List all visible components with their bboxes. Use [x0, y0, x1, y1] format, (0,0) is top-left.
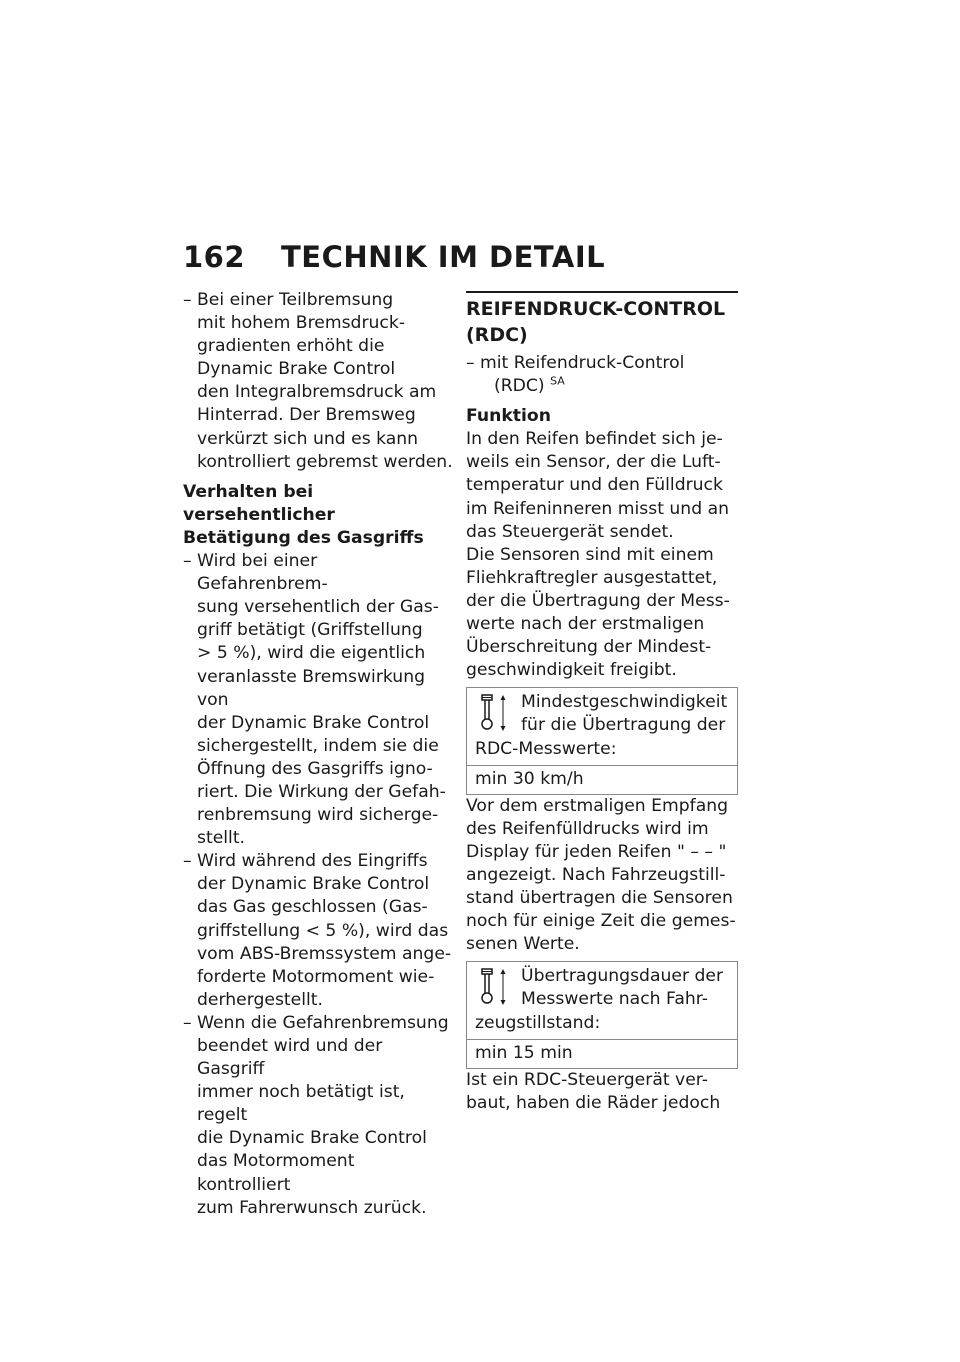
spec-box-transmission-duration: Übertragungsdauer der Messwerte nach Fahr- zeugstillstand: min 15 min	[466, 961, 738, 1068]
paragraph: Die Sensoren sind mit einem Fliehkraftregler ausgestattet, der die Übertragung der Mess- werte nach der erstmaligen Überschreitung der Mindest- geschwindigkeit freigibt.	[466, 544, 730, 681]
subheading-function: Funktion	[466, 406, 551, 427]
page-number: 162	[183, 240, 246, 274]
left-column	[183, 289, 453, 1220]
spec-value: min 15 min	[467, 1039, 737, 1068]
spec-value: min 30 km/h	[467, 765, 737, 794]
list-item: – Wenn die Gefahrenbremsung beendet wird und der Gasgriff immer noch betätigt ist, regelt die Dynamic Brake Control das Motormoment kontrolliert zum Fahrerwunsch zurück.	[183, 1012, 453, 1220]
tire-sensor-icon	[479, 694, 509, 732]
option-item: – mit Reifendruck-Control (RDC) $^{SA}$	[466, 352, 738, 398]
paragraph: In den Reifen befindet sich je- weils ein Sensor, der die Luft- temperatur und den Fülldruck im Reifeninneren misst und an das Steuergerät sendet.	[466, 429, 729, 542]
list-item: – Bei einer Teilbremsung mit hohem Bremsdruck- gradienten erhöht die Dynamic Brake Control den Integralbremsdruck am Hinterrad. Der Bremsweg verkürzt sich und es kann kontrolliert gebremst werden.	[183, 289, 453, 474]
option-marker: SA	[550, 374, 565, 388]
right-column	[466, 291, 738, 1115]
paragraph: Vor dem erstmaligen Empfang des Reifenfülldrucks wird im Display für jeden Reifen " – – " angezeigt. Nach Fahrzeugstill- stand übertragen die Sensoren noch für einige Zeit die gemes- senen Werte.	[466, 795, 736, 955]
paragraph: Ist ein RDC-Steuergerät ver- baut, haben die Räder jedoch	[466, 1069, 721, 1113]
spec-box-min-speed: Mindestgeschwindigkeit für die Übertragung der RDC-Messwerte: min 30 km/h	[466, 687, 738, 794]
section-title: REIFENDRUCK-CONTROL (RDC)	[466, 291, 738, 348]
tire-sensor-icon	[479, 968, 509, 1006]
page-title: TECHNIK IM DETAIL	[281, 240, 606, 274]
page-header	[183, 240, 605, 274]
subheading: Verhalten bei versehentlicher Betätigung des Gasgriffs	[183, 481, 424, 548]
list-item: – Wird bei einer Gefahrenbrem- sung versehentlich der Gas- griff betätigt (Griffstellung > 5 %), wird die eigentlich veranlasste Bremswirkung von der Dynamic Brake Control sichergestellt, indem sie die Öffnung des Gasgriffs igno- riert. Die Wirkung der Gefah- renbremsung wird sicherge- stellt.	[183, 550, 453, 850]
list-item: – Wird während des Eingriffs der Dynamic Brake Control das Gas geschlossen (Gas- griffstellung < 5 %), wird das vom ABS-Bremssystem ange- forderte Motormoment wie- derhergestellt.	[183, 850, 453, 1012]
